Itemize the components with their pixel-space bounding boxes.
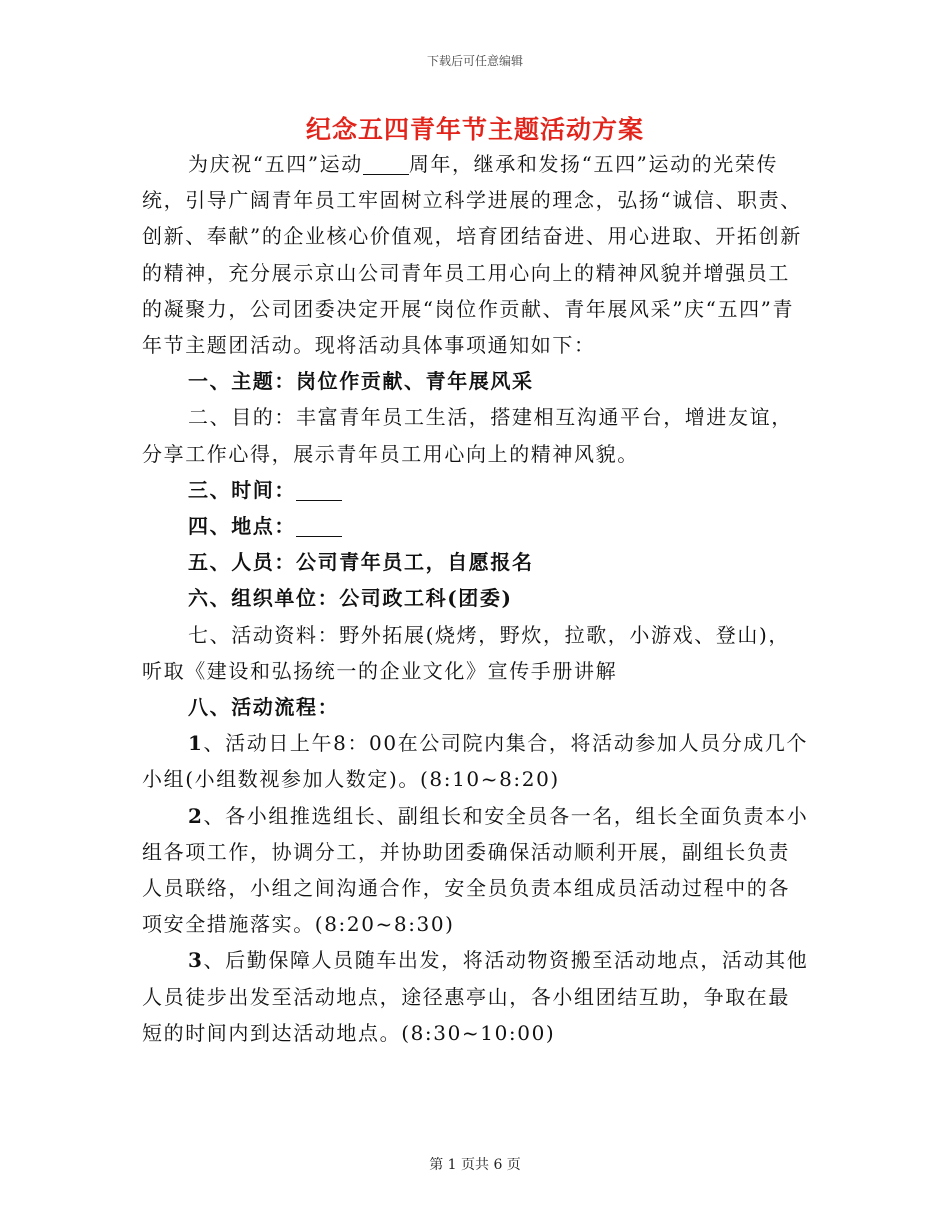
document-title: 纪念五四青年节主题活动方案 [305, 115, 644, 144]
time-blank [296, 480, 342, 501]
section-process-title: 八、活动流程： [188, 695, 340, 720]
place-label: 四、地点： [188, 514, 296, 539]
process-step [142, 798, 810, 943]
place-blank [296, 516, 342, 537]
step-text: 、活动日上午8：00在公司院内集合，将活动参加人员分成几个小组(小组数视参加人数定)。(8:10~8:20) [142, 731, 809, 792]
intro-after-blank: 周年，继承和发扬“五四”运动的光荣传统，引导广阔青年员工牢固树立科学进展的理念，弘扬“诚信、职责、创新、奉献”的企业核心价值观，培育团结奋进、用心进取、开拓创新的精神，充分展示京山公司青年员工用心向上的精神风貌并增强员工的凝聚力，公司团委决定开展“岗位作贡献、青年展风采”庆“五四”青年节主题团活动。现将活动具体事项通知如下： [142, 152, 802, 358]
page-footer: 第 1 页共 6 页 [429, 1157, 521, 1173]
section-theme: 一、主题：岗位作贡献、青年展风采 [188, 369, 534, 394]
section-staff: 五、人员：公司青年员工，自愿报名 [188, 550, 534, 575]
section-time [142, 472, 810, 508]
section-purpose: 二、目的：丰富青年员工生活，搭建相互沟通平台，增进友谊，分享工作心得，展示青年员工用心向上的精神风貌。 [142, 405, 793, 466]
header-note: 下载后可任意编辑 [426, 54, 523, 68]
section-place [142, 508, 810, 544]
process-step [142, 725, 810, 797]
step-number: 2 [188, 803, 204, 828]
section-content: 七、活动资料：野外拓展(烧烤，野炊，拉歌，小游戏、登山)，听取《建设和弘扬统一的企业文化》宣传手册讲解 [142, 622, 791, 683]
step-text: 、后勤保障人员随车出发，将活动物资搬至活动地点，活动其他人员徒步出发至活动地点，途径惠亭山，各小组团结互助，争取在最短的时间内到达活动地点。(8:30~10:00) [142, 948, 809, 1045]
document-body [142, 146, 810, 1051]
step-number: 3 [188, 948, 204, 973]
step-text: 、各小组推选组长、副组长和安全员各一名，组长全面负责本小组各项工作，协调分工，并协助团委确保活动顺利开展，副组长负责人员联络，小组之间沟通合作，安全员负责本组成员活动过程中的各项安全措施落实。(8:20~8:30) [142, 803, 809, 937]
intro-paragraph [142, 146, 810, 363]
section-organizer: 六、组织单位：公司政工科(团委) [188, 586, 513, 611]
step-number: 1 [188, 731, 204, 756]
process-step [142, 942, 810, 1051]
intro-before-blank: 为庆祝“五四”运动 [188, 152, 363, 176]
anniversary-blank [363, 154, 409, 175]
time-label: 三、时间： [188, 477, 296, 502]
